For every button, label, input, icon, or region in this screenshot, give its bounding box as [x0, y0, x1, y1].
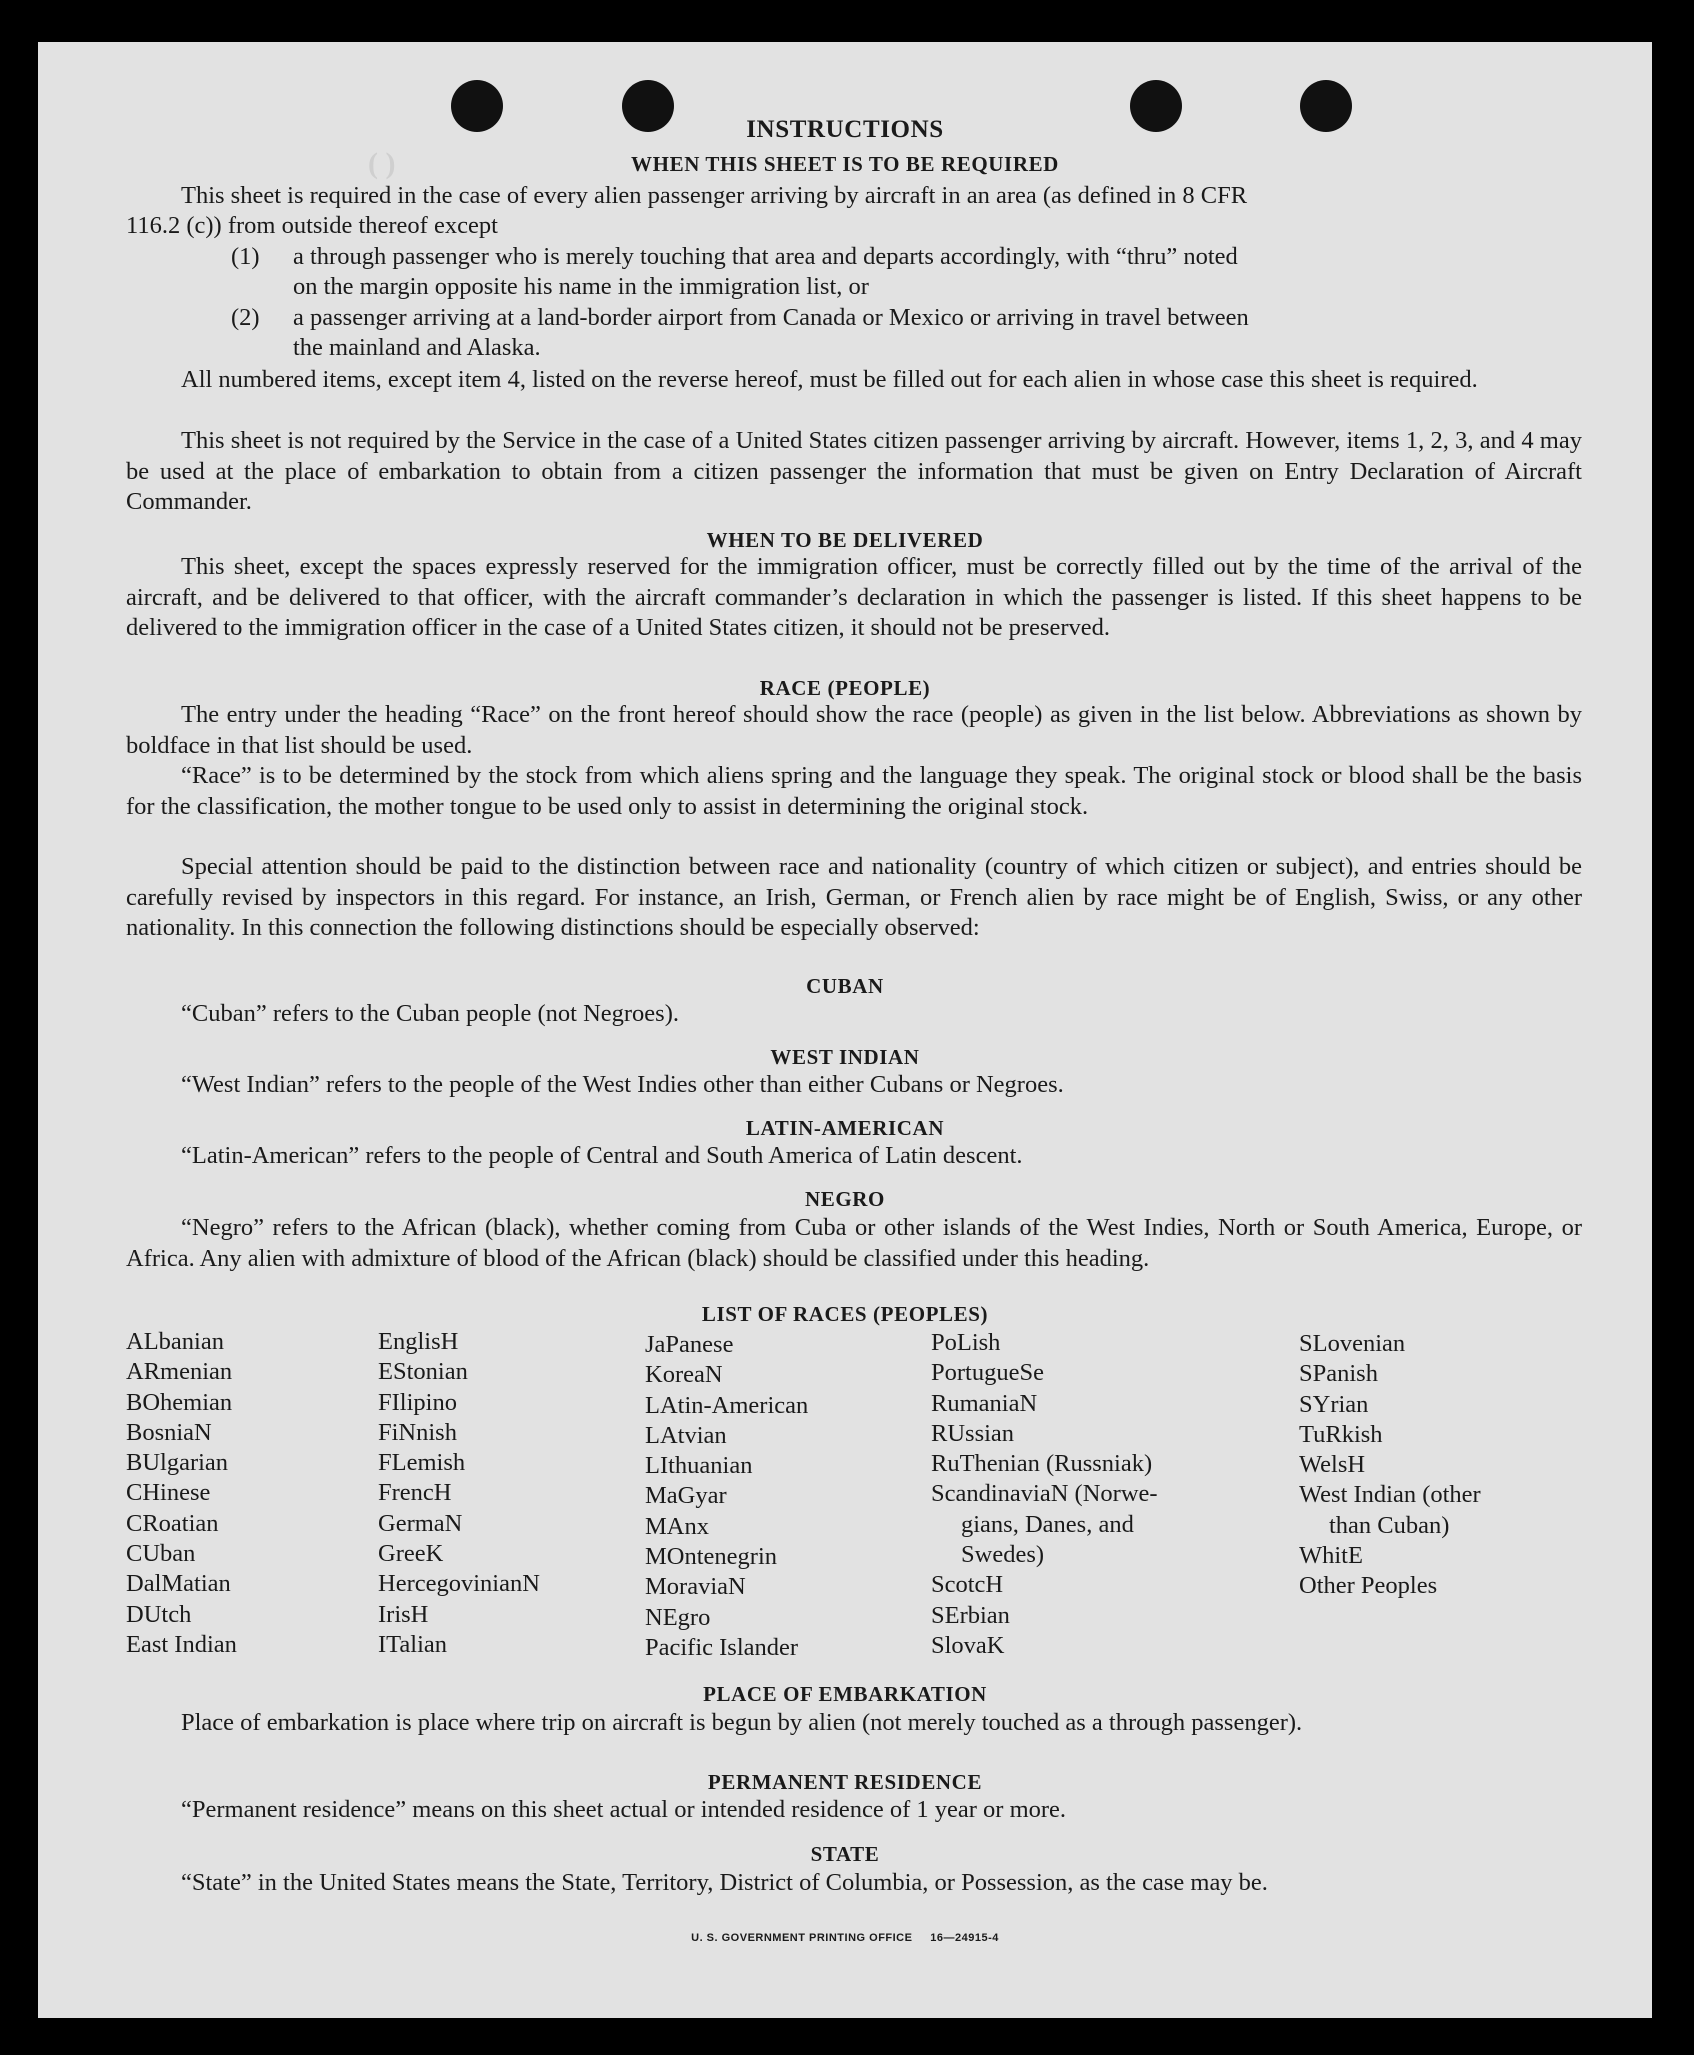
- paragraph-race-definition: “Race” is to be determined by the stock from which aliens spring and the language they speak. The original stock or blood shall be the basis for the classification, the mother tongue to be used only to assist in determining the original stock.: [126, 762, 1582, 820]
- race-item: CUban: [126, 1540, 196, 1568]
- race-item: Other Peoples: [1299, 1572, 1438, 1600]
- race-item: DalMatian: [126, 1570, 231, 1598]
- race-item: GreeK: [378, 1540, 444, 1568]
- race-item: CRoatian: [126, 1509, 219, 1537]
- race-list-column-1: [126, 1327, 237, 1660]
- race-item: WelsH: [1299, 1451, 1366, 1479]
- race-item: than Cuban): [1329, 1511, 1450, 1539]
- race-item: EStonian: [378, 1358, 468, 1386]
- race-item: SErbian: [931, 1601, 1010, 1629]
- heading-when-required: WHEN THIS SHEET IS TO BE REQUIRED: [631, 152, 1059, 176]
- heading-west-indian: WEST INDIAN: [770, 1045, 920, 1069]
- race-item: GermaN: [378, 1509, 463, 1537]
- race-item: CHinese: [126, 1479, 211, 1507]
- page-title: INSTRUCTIONS: [746, 116, 944, 143]
- paragraph-race-entry: The entry under the heading “Race” on the front hereof should show the race (people) as given in the list below. Abbreviations as shown by boldface in that list should be used.: [126, 701, 1582, 759]
- definition-state: “State” in the United States means the State, Territory, District of Columbia, or Possession, as the case may be.: [181, 1869, 1268, 1896]
- exception-number: (2): [231, 304, 260, 331]
- paragraph-numbered-items: All numbered items, except item 4, listed on the reverse hereof, must be filled out for each alien in whose case this sheet is required.: [181, 366, 1478, 393]
- definition-place-of-embarkation: Place of embarkation is place where trip on aircraft is begun by alien (not merely touched as a through passenger).: [181, 1709, 1303, 1736]
- race-item: Swedes): [961, 1541, 1045, 1569]
- race-item: IrisH: [378, 1600, 429, 1628]
- bleed-through-mark: ( ): [368, 147, 396, 180]
- race-item: SYrian: [1299, 1390, 1369, 1418]
- definition-latin-american: “Latin-American” refers to the people of Central and South America of Latin descent.: [181, 1142, 1023, 1169]
- race-item: RUssian: [931, 1419, 1015, 1447]
- race-item: MOntenegrin: [645, 1543, 777, 1571]
- heading-permanent-residence: PERMANENT RESIDENCE: [707, 1770, 983, 1794]
- race-item: FIlipino: [378, 1388, 457, 1416]
- race-item: FLemish: [378, 1449, 466, 1477]
- race-item: LIthuanian: [645, 1452, 753, 1480]
- race-item: LAtvian: [645, 1421, 727, 1449]
- definition-west-indian: “West Indian” refers to the people of the West Indies other than either Cubans or Negroes.: [181, 1071, 1064, 1098]
- heading-negro: NEGRO: [804, 1187, 885, 1211]
- race-item: BUlgarian: [126, 1449, 229, 1477]
- race-list-column-4: [931, 1328, 1158, 1661]
- race-item: TuRkish: [1299, 1420, 1383, 1448]
- race-item: MAnx: [645, 1512, 709, 1540]
- definition-cuban: “Cuban” refers to the Cuban people (not Negroes).: [181, 1000, 679, 1027]
- exception-text: on the margin opposite his name in the immigration list, or: [293, 273, 869, 300]
- race-item: MaGyar: [645, 1482, 727, 1510]
- race-item: ITalian: [378, 1630, 448, 1658]
- definition-negro: “Negro” refers to the African (black), whether coming from Cuba or other islands of the West Indies, North or South America, Europe, or Africa. Any alien with admixture of blood of the African (black) should be classified under this heading.: [126, 1214, 1582, 1272]
- race-list-column-5: [1299, 1329, 1481, 1602]
- exception-text: the mainland and Alaska.: [293, 334, 541, 361]
- paragraph-citizen: This sheet is not required by the Service in the case of a United States citizen passenger arriving by aircraft. However, items 1, 2, 3, and 4 may be used at the place of embarkation to obtain from a citizen passenger the information that must be given on Entry Declaration of Aircraft Commander.: [126, 427, 1582, 515]
- race-item: SLovenian: [1299, 1330, 1406, 1357]
- race-item: WhitE: [1299, 1542, 1363, 1570]
- race-item: ARmenian: [126, 1358, 233, 1386]
- heading-race: RACE (PEOPLE): [759, 676, 931, 700]
- race-item: Pacific Islander: [645, 1633, 799, 1661]
- race-item: JaPanese: [645, 1331, 734, 1358]
- race-item: MoraviaN: [645, 1573, 746, 1601]
- race-item: ScotcH: [931, 1571, 1004, 1599]
- race-item: NEgro: [645, 1603, 711, 1631]
- exception-number: (1): [231, 243, 260, 270]
- race-list-column-2: [378, 1327, 540, 1660]
- race-item: BosniaN: [126, 1418, 212, 1446]
- race-list-column-3: [645, 1330, 808, 1663]
- race-item: DUtch: [126, 1600, 192, 1628]
- document-sheet: [38, 42, 1652, 2018]
- paragraph-race-nationality: Special attention should be paid to the distinction between race and nationality (country of which citizen or subject), and entries should be carefully revised by inspectors in this regard. For instance, an Irish, German, or French alien by race might be of English, Swiss, or any other nationality. In this connection the following distinctions should be especially observed:: [126, 853, 1582, 941]
- heading-latin-american: LATIN-AMERICAN: [745, 1116, 945, 1140]
- race-item: ALbanian: [126, 1328, 224, 1355]
- exception-text: a through passenger who is merely touching that area and departs accordingly, with “thru” noted: [293, 243, 1238, 270]
- race-item: gians, Danes, and: [961, 1510, 1134, 1538]
- race-item: FrencH: [378, 1479, 452, 1507]
- race-item: BOhemian: [126, 1388, 233, 1416]
- paragraph-delivery: This sheet, except the spaces expressly reserved for the immigration officer, must be correctly filled out by the time of the arrival of the aircraft, and be delivered to that officer, with the aircraft commander’s declaration in which the passenger is listed. If this sheet happens to be delivered to the immigration officer in the case of a United States citizen, it should not be preserved.: [126, 553, 1582, 641]
- race-item: SlovaK: [931, 1631, 1005, 1659]
- race-item: PortugueSe: [931, 1359, 1044, 1387]
- race-item: West Indian (other: [1299, 1481, 1481, 1509]
- race-item: SPanish: [1299, 1360, 1378, 1388]
- race-item: ScandinaviaN (Norwe-: [931, 1480, 1158, 1508]
- paragraph-required-line2: 116.2 (c)) from outside thereof except: [126, 212, 498, 239]
- race-item: PoLish: [931, 1329, 1001, 1356]
- race-item: EnglisH: [378, 1328, 459, 1355]
- definition-permanent-residence: “Permanent residence” means on this sheet actual or intended residence of 1 year or more.: [181, 1796, 1067, 1823]
- paragraph-required-line1: This sheet is required in the case of every alien passenger arriving by aircraft in an area (as defined in 8 CFR: [181, 182, 1248, 209]
- race-item: FiNnish: [378, 1418, 457, 1446]
- exception-text: a passenger arriving at a land-border airport from Canada or Mexico or arriving in travel between: [293, 304, 1249, 331]
- heading-state: STATE: [810, 1842, 880, 1866]
- race-item: HercegovinianN: [378, 1570, 540, 1598]
- race-item: LAtin-American: [645, 1391, 809, 1419]
- heading-list-of-races: LIST OF RACES (PEOPLES): [701, 1302, 989, 1326]
- heading-cuban: CUBAN: [806, 974, 884, 998]
- printing-office-footer: U. S. GOVERNMENT PRINTING OFFICE 16—24915-4: [691, 1932, 999, 1944]
- race-item: RuThenian (Russniak): [931, 1450, 1153, 1478]
- race-item: KoreaN: [645, 1361, 723, 1389]
- heading-when-delivered: WHEN TO BE DELIVERED: [706, 528, 984, 552]
- race-item: RumaniaN: [931, 1389, 1038, 1417]
- heading-place-of-embarkation: PLACE OF EMBARKATION: [703, 1682, 987, 1706]
- race-item: East Indian: [126, 1630, 237, 1658]
